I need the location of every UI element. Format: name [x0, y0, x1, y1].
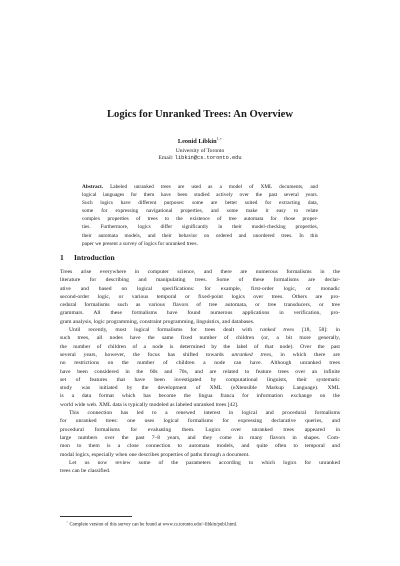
section-heading: [60, 253, 340, 263]
body-line: This connection has led to a renewed interest in logical and procedural formalisms: [69, 410, 340, 417]
body-line: literature for describing and manipulating trees. Some of these formalisms are declar-: [60, 277, 340, 284]
body-text: [60, 268, 340, 475]
body-line: have been considered in the 60s and 70s, and are related to feature trees over an infinite: [60, 368, 340, 375]
abstract-line: their automata models, and their behavior on ordered and unordered trees. In this: [82, 232, 318, 239]
body-line: grammars. All these formalisms have found numerous applications in verification, pro-: [60, 310, 340, 317]
body-line: is a data format which has become the lingua franca for information exchange on the: [60, 393, 340, 400]
abstract-line: ties. Furthermore, logics differ significantly in their model-checking properties,: [82, 224, 318, 231]
body-line: mon to them is a close connection to automata models, and quite often to temporal and: [60, 443, 340, 450]
body-line: modal logics, especially when one describes properties of paths through a document.: [60, 451, 250, 458]
affiliation: University of Toronto: [175, 148, 225, 154]
body-line: gram analysis, logic programming, constraint programming, linguistics, and databases.: [60, 318, 255, 325]
emphasis: ranked trees: [259, 327, 295, 334]
body-line: Trees arise everywhere in computer science, and there are numerous formalisms in the: [60, 269, 340, 275]
email-address: libkin@cs.toronto.edu: [174, 155, 242, 162]
abstract-line: complex properties of trees to the existence of tree automata for those proper-: [82, 216, 318, 223]
body-line: procedural formalisms for evaluating them. Logics over unranked trees appeared in: [60, 426, 340, 433]
email-line: [60, 155, 340, 162]
abstract-line: some for expressing navigational properties, and some make it easy to relate: [82, 208, 318, 215]
section-number: 1: [60, 253, 64, 262]
body-line: the number of children of a node is determined by the label of that node). Over the past: [60, 343, 340, 350]
emphasis: unranked trees: [231, 351, 272, 358]
abstract-line: Such logics have different purposes: some are better suited for extracting data,: [82, 200, 318, 207]
footnote-text: Complete version of this survey can be found at www.cs.toronto.edu/~libkin/publ.html.: [69, 522, 238, 528]
body-line: set of features that have been investigated by computational linguists, their systematic: [60, 376, 340, 383]
author-name: [60, 135, 340, 146]
body-line: such trees, all nodes have the same fixed number of children (or, a bit more generally,: [60, 335, 340, 342]
affiliation-block: [60, 148, 340, 162]
body-line: trees can be classified.: [60, 468, 111, 475]
body-line: large numbers over the past 7–8 years, and they come in many flavors in shapes. Com-: [60, 434, 340, 441]
abstract-line: paper we present a survey of logics for unranked trees.: [82, 240, 198, 247]
body-line: Until recently, most logical formalisms for trees dealt with ranked trees [18, 58]: in: [69, 327, 340, 334]
section-title: Introduction: [74, 253, 115, 262]
body-line: no restrictions on the number of children a node can have. Although unranked trees: [60, 360, 340, 367]
abstract-line: Abstract. Labeled unranked trees are used as a model of XML documents, and: [82, 184, 318, 190]
body-line: Let us now review some of the parameters according to which logics for unranked: [69, 459, 340, 466]
email-label: Email:: [158, 155, 174, 162]
body-line: several years, however, the focus has shifted towards unranked trees, in which there are: [60, 351, 340, 358]
abstract-line: logical languages for them have been studied actively over the past several years.: [82, 192, 318, 199]
footnote: [66, 519, 237, 529]
body-line: cedural formalisms such as various flavors of tree automata, or tree transducers, or tree: [60, 302, 340, 309]
paper-title: Logics for Unranked Trees: An Overview: [106, 109, 294, 120]
body-line: ative and based on logical specifications: for example, first-order logic, or monadic: [60, 285, 340, 292]
body-line: study was initiated by the development of XML (eXtensible Markup Language). XML: [60, 385, 340, 392]
body-line: world wide web. XML data is typically modeled as labeled unranked trees [42].: [60, 401, 239, 408]
body-line: for unranked trees: one uses logical formalisms for expressing declarative queries, and: [60, 418, 340, 425]
abstract: [82, 183, 318, 248]
footnote-rule: [60, 516, 132, 517]
author-name-text: Leonid Libkin: [177, 138, 217, 146]
body-line: second-order logic, or various temporal or fixed-point logics over trees. Others are pro-: [60, 293, 340, 300]
paper-page: [60, 0, 340, 566]
footnote-mark: ⋆: [66, 520, 69, 524]
author-mark: 1,⋆: [216, 136, 223, 141]
abstract-label: Abstract.: [82, 184, 104, 190]
